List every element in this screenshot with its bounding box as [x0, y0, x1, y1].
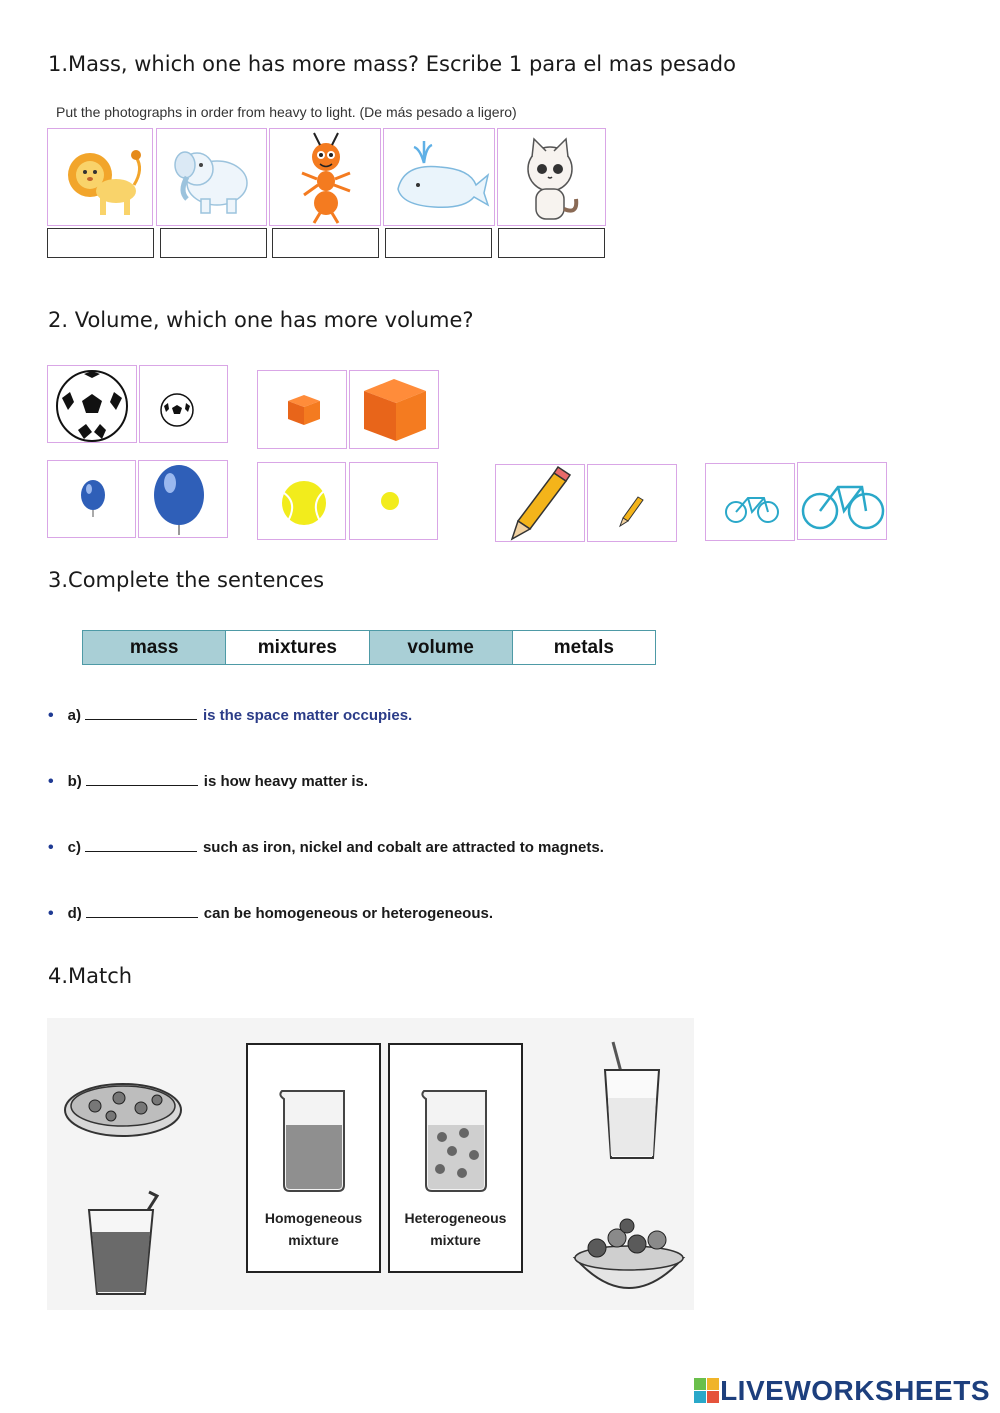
answer-box-ant[interactable]: [272, 228, 379, 258]
section1-instruction: Put the photographs in order from heavy to light. (De más pesado a ligero): [56, 104, 517, 120]
homogeneous-label-line1: Homogeneous: [264, 1210, 363, 1226]
heterogeneous-label-line2: mixture: [430, 1232, 481, 1248]
cat-picture: [497, 128, 606, 226]
small-bicycle[interactable]: [705, 463, 795, 541]
big-box[interactable]: [349, 370, 439, 449]
small-pencil[interactable]: [587, 464, 677, 542]
word-bank-item[interactable]: metals: [553, 636, 614, 658]
small-box[interactable]: [257, 370, 347, 449]
big-pencil[interactable]: [495, 464, 585, 542]
lion-picture: [47, 128, 153, 226]
word-bank-item[interactable]: volume: [370, 631, 513, 664]
pizza-picture[interactable]: [61, 1072, 187, 1144]
milk-glass-picture[interactable]: [599, 1040, 665, 1162]
big-soccer-ball[interactable]: [47, 365, 137, 443]
section2-title: 2. Volume, which one has more volume?: [48, 308, 474, 332]
ant-picture: [269, 128, 381, 226]
sentence-letter: c): [67, 839, 81, 856]
liveworksheets-logo: [694, 1375, 990, 1407]
homogeneous-beaker-icon: [274, 1085, 354, 1197]
sentence-a: [48, 706, 412, 725]
heterogeneous-mixture-box[interactable]: [388, 1043, 523, 1273]
sentence-text: can be homogeneous or heterogeneous.: [203, 905, 493, 922]
sentence-text: such as iron, nickel and cobalt are attracted to magnets.: [202, 839, 604, 856]
word-bank: [82, 630, 656, 665]
section3-title: 3.Complete the sentences: [48, 568, 325, 592]
answer-box-lion[interactable]: [47, 228, 154, 258]
section4-title: 4.Match: [48, 964, 133, 988]
heterogeneous-beaker-icon: [416, 1085, 496, 1197]
big-bicycle[interactable]: [797, 462, 887, 540]
sentence-b: [48, 772, 368, 791]
sentence-c: [48, 838, 604, 857]
bullet-icon: •: [48, 839, 54, 856]
small-balloon[interactable]: [47, 460, 136, 538]
bullet-icon: •: [48, 707, 54, 724]
bullet-icon: •: [48, 773, 54, 790]
answer-box-elephant[interactable]: [160, 228, 267, 258]
liveworksheets-brand-text: LIVEWORKSHEETS: [720, 1375, 990, 1406]
liveworksheets-badge-icon: [694, 1378, 720, 1404]
answer-box-cat[interactable]: [498, 228, 605, 258]
sentence-text: is how heavy matter is.: [203, 773, 369, 790]
sentence-letter: d): [67, 905, 82, 922]
sentence-letter: b): [67, 773, 82, 790]
heterogeneous-label-line1: Heterogeneous: [404, 1210, 507, 1226]
whale-picture: [383, 128, 495, 226]
salad-bowl-picture[interactable]: [571, 1214, 687, 1306]
word-bank-item[interactable]: mass: [83, 631, 226, 664]
elephant-picture: [156, 128, 267, 226]
blank-input-c[interactable]: [85, 838, 197, 852]
big-balloon[interactable]: [138, 460, 228, 538]
small-tennis-ball[interactable]: [349, 462, 438, 540]
juice-glass-picture[interactable]: [83, 1190, 163, 1298]
bullet-icon: •: [48, 905, 54, 922]
blank-input-a[interactable]: [85, 706, 197, 720]
sentence-text: is the space matter occupies.: [202, 707, 413, 724]
small-soccer-ball[interactable]: [139, 365, 228, 443]
answer-box-whale[interactable]: [385, 228, 492, 258]
section1-title: 1.Mass, which one has more mass? Escribe 1 para el mas pesado: [48, 52, 736, 76]
sentence-letter: a): [67, 707, 81, 724]
blank-input-b[interactable]: [86, 772, 198, 786]
big-tennis-ball[interactable]: [257, 462, 346, 540]
match-panel: [47, 1018, 694, 1310]
word-bank-item[interactable]: mixtures: [226, 631, 369, 664]
blank-input-d[interactable]: [86, 904, 198, 918]
sentence-d: [48, 904, 493, 923]
homogeneous-mixture-box[interactable]: [246, 1043, 381, 1273]
homogeneous-label-line2: mixture: [288, 1232, 339, 1248]
